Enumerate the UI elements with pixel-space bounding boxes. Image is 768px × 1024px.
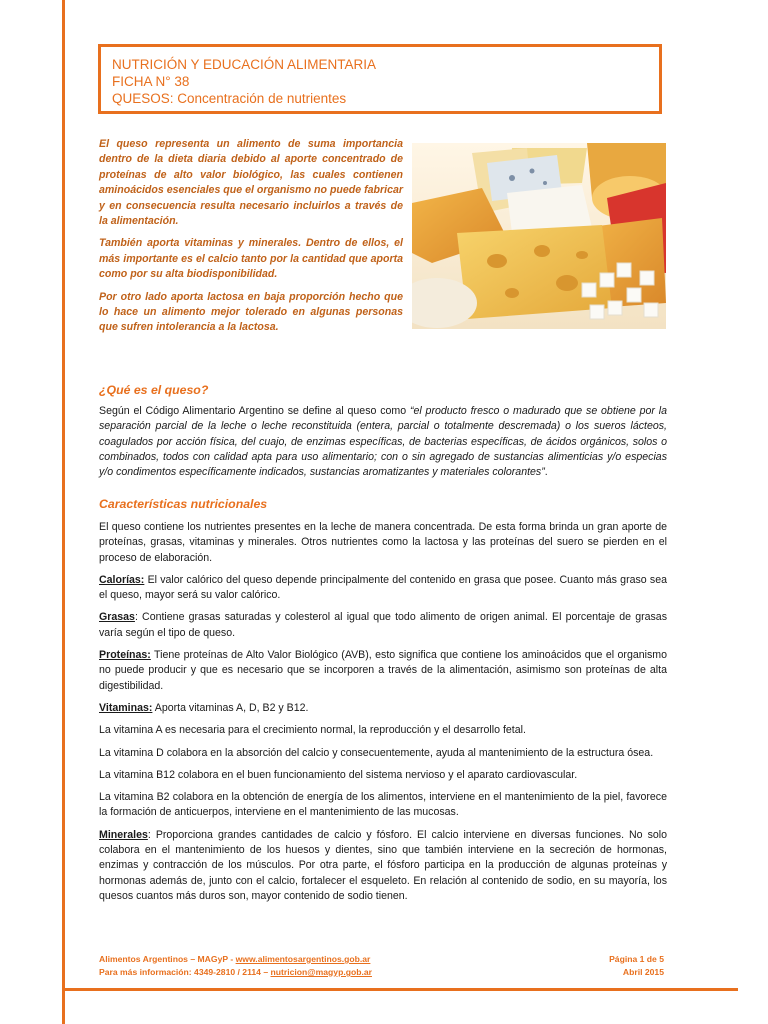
vitamina-b12-paragraph: La vitamina B12 colabora en el buen funcionamiento del sistema nervioso y el aparato cardiovascular. [99,768,578,781]
intro-paragraph-2: También aporta vitaminas y minerales. Dentro de ellos, el más importante es el calcio tanto por la cantidad que aporta como por su alta biodisponibilidad. [99,237,403,281]
header-line-3: QUESOS: Concentración de nutrientes [112,91,347,106]
definition-end: . [544,466,548,479]
footer-contact: Para más información: 4349-2810 / 2114 – [99,967,271,977]
minerales-paragraph [99,828,667,904]
que-es-heading: ¿Qué es el queso? [99,383,209,397]
bottom-rule [62,988,738,991]
minerales-text: : Proporciona grandes cantidades de calcio y fósforo. El calcio interviene en diversas funciones. No solo colabora en el mantenimiento de los huesos y dientes, sino que también interviene en la secreción de hormonas, enzimas y contracción de los músculos. Por otra parte, el fósforo participa en la producción de algunas proteínas y hormonas además de, junto con el calcio, fortalecer el esqueleto. En relación al contenido de sodio, en su mayoría, los quesos cuantos más duros son, mayor contenido de sodio tienen. [99,828,667,902]
definition-quote: “el producto fresco o madurado que se obtiene por la separación parcial de la leche o leche reconstituida (entera, parcial o totalmente descremada) o los sueros lácteos, coagulados por acción física, del cuajo, de enzimas específicas, de bacterias específicas, de ácidos orgánicos, solos o combinados, todos con calidad apta para uso alimentario; con o sin agregado de sustancias alimenticias y/o especias y/o condimentos específicamente indicados, sustancias aromatizantes y materiales colorantes” [99,405,668,479]
header-line-1: NUTRICIÓN Y EDUCACIÓN ALIMENTARIA [112,57,377,72]
proteinas-text: Tiene proteínas de Alto Valor Biológico (AVB), esto significa que contiene los aminoácidos que el organismo no puede producir y que es necesario que se incorporen a través de la alimentación, asimismo son proteínas de alta digestibilidad. [99,649,667,692]
definition-lead: Según el Código Alimentario Argentino se define al queso como [99,405,410,417]
minerales-keyword: Minerales [99,828,148,841]
page-number: Página 1 de 5 [609,954,664,964]
calorias-keyword: Calorías: [99,573,145,586]
website-link[interactable]: www.alimentosargentinos.gob.ar [235,954,371,964]
left-margin-rule [62,0,65,1024]
intro-paragraph-1: El queso representa un alimento de suma importancia dentro de la dieta diaria debido al aporte concentrado de proteínas de alto valor biológico, las cuales contienen aminoácidos esenciales que el organismo no puede fabricar y en consecuencia resulta necesario incluirlos a través de la alimentación. [99,138,403,228]
que-es-section [99,383,667,480]
vitamina-b2-paragraph: La vitamina B2 colabora en la obtención de energía de los alimentos, interviene en el mantenimiento de la piel, favorece la formación de anticuerpos, interviene en el mantenimiento de las mucosas. [99,791,667,819]
grasas-text: : Contiene grasas saturadas y colesterol al igual que todo alimento de origen animal. El porcentaje de grasas varía según el tipo de queso. [99,611,667,639]
calorias-paragraph [99,573,667,604]
title-box [98,44,662,114]
caracteristicas-section [99,497,667,904]
footer-right [609,953,664,979]
header-line-2: FICHA N° 38 [112,74,190,89]
definition-paragraph [99,404,667,480]
caracteristicas-heading: Características nutricionales [99,497,268,511]
vitaminas-text: Aporta vitaminas A, D, B2 y B12. [152,701,309,714]
footer-line-1 [99,953,372,966]
calorias-text: El valor calórico del queso depende principalmente del contenido en grasa que posee. Cuanto más graso sea el queso, mayor será su valor calórico. [99,573,667,602]
vitamina-a-paragraph: La vitamina A es necesaria para el crecimiento normal, la reproducción y el desarrollo fetal. [99,724,526,737]
cheese-photo [412,143,666,329]
proteinas-keyword: Proteínas: [99,649,151,662]
vitaminas-keyword: Vitaminas: [99,701,153,714]
footer-source: Alimentos Argentinos – MAGyP - [99,954,236,964]
vitaminas-paragraph [99,701,667,716]
intro-paragraph-3: Por otro lado aporta lactosa en baja proporción hecho que lo hace un alimento mejor tolerado en algunas personas que sufren intolerancia a la lactosa. [99,290,403,334]
footer-left [99,953,372,979]
grasas-paragraph [99,610,667,641]
email-link[interactable]: nutricion@magyp.gob.ar [270,967,372,977]
grasas-keyword: Grasas [99,611,135,624]
vitamina-d-paragraph: La vitamina D colabora en la absorción del calcio y consecuentemente, ayuda al mantenimiento de la estructura ósea. [99,746,654,759]
caracteristicas-intro: El queso contiene los nutrientes presentes en la leche de manera concentrada. De esta forma brinda un gran aporte de proteínas, grasas, vitaminas y minerales. Otros nutrientes como la lactosa y las proteínas del suero se pierden en el proceso de elaboración. [99,521,667,564]
intro-block [99,137,403,343]
publication-date: Abril 2015 [622,967,664,977]
proteinas-paragraph [99,648,667,694]
footer-line-2 [99,966,372,979]
